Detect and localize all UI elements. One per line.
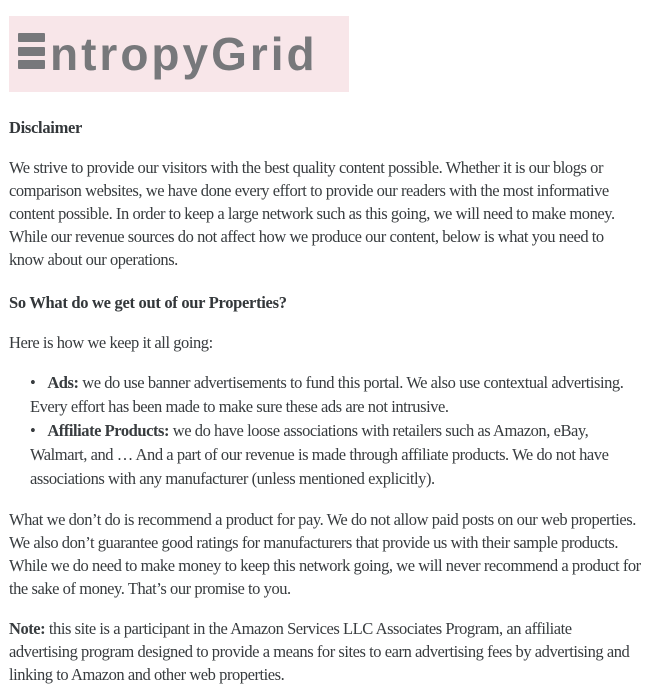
- intro-paragraph: We strive to provide our visitors with the best quality content possible. Whether it is our blogs or comparison websites, we have done every effort to provide our readers with the most informative content possible. In order to keep a large network such as this going, we will need to make money. While our revenue sources do not affect how we produce our content, below is what you need to know about our operations.: [9, 158, 615, 269]
- logo-e-bar: [18, 47, 45, 56]
- amazon-note-paragraph: [9, 617, 641, 686]
- note-label: Note:: [9, 619, 46, 638]
- note-text: this site is a participant in the Amazon Services LLC Associates Program, an affiliate advertising program designed to provide a means for sites to earn advertising fees by advertising and linking to Amazon and other web properties.: [9, 619, 630, 684]
- list-item-text: we do use banner advertisements to fund this portal. We also use contextual advertising. Every effort has been made to make sure these ads are not intrusive.: [30, 373, 624, 416]
- section-heading: So What do we get out of our Properties?: [9, 293, 287, 312]
- logo-wordmark: ntropyGrid: [50, 28, 318, 80]
- revenue-sources-list: [9, 371, 641, 491]
- list-item-text: we do have loose associations with retailers such as Amazon, eBay, Walmart, and … And a part of our revenue is made through affiliate products. We do not have associations with any manufacturer (unless mentioned explicitly).: [30, 421, 609, 488]
- site-logo[interactable]: [9, 16, 349, 92]
- list-item-label: Affiliate Products:: [47, 421, 170, 440]
- logo-e-bar: [18, 60, 45, 69]
- page-title: Disclaimer: [9, 118, 83, 137]
- no-paid-posts-paragraph: What we don’t do is recommend a product for pay. We do not allow paid posts on our web properties. We also don’t guarantee good ratings for manufacturers that provide us with their sample products. While we do need to make money to keep this network going, we will never recommend a product for the sake of money. That’s our promise to you.: [9, 510, 641, 598]
- article-content: [9, 118, 641, 686]
- logo-e-bar: [18, 33, 45, 42]
- list-item-ads: [30, 371, 641, 419]
- list-item-affiliate-products: [30, 419, 641, 491]
- logo-e-bars-icon: [18, 33, 45, 69]
- list-lead-paragraph: Here is how we keep it all going:: [9, 333, 213, 352]
- list-item-label: Ads:: [47, 373, 79, 392]
